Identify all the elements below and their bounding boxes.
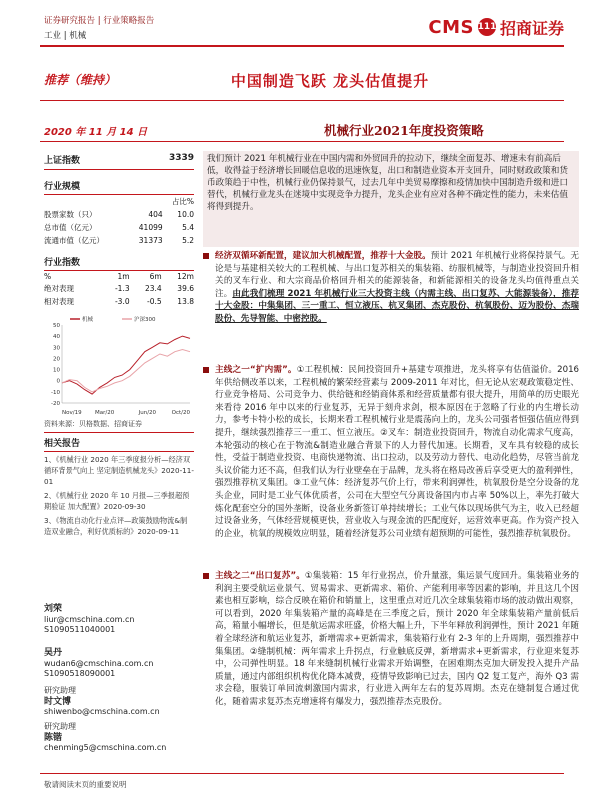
author-id: S1090518090001 (44, 669, 116, 678)
bullet-icon (203, 253, 209, 259)
cell: % (44, 272, 52, 281)
bullet-icon (203, 573, 209, 579)
x-tick-label: Mar/20 (95, 410, 115, 416)
table-row (44, 234, 194, 247)
section-1-tail: 由此我们梳理 2021 年机械行业三大投资主线（内需主线、出口复苏、大能源装备），推荐十大金股：中集集团、三一重工、恒立液压、杭叉集团、杰克股份、杭氧股份、迈为股份、杰瑞股份、先导智能、中密控股。 (215, 288, 579, 324)
cell: 39.6 (177, 284, 194, 293)
logo-mark-icon: 111 (478, 18, 496, 36)
report-date: 2020 年 11 月 14 日 (44, 127, 148, 138)
y-tick-label: 0 (56, 378, 60, 385)
author-name: 吴丹 (44, 648, 63, 658)
cell: 总市值（亿元） (44, 223, 97, 232)
cell: 流通市值（亿元） (44, 236, 104, 245)
scale-table (44, 195, 194, 247)
section-3-body: ①集装箱：15 年行业拐点，价升量涨，集运景气度回升。集装箱业务的利润主要受航运业景气、贸易需求、更新需求、箱价、产能利用率等因素的影响，并且这几个因素也相互影响，综合反映在箱价和销量上，这里重点对近几次全球集装箱市场的波动做出观察，可以看到，2020 年集装箱产量的高峰是在三季度之后，预计 2020 年全球集装箱产量前低后高，箱量小幅增长，但是航运需求旺盛，价格大幅上升，下半年释放利润弹性，预计 2021 年随着全球经济和航运业复苏，新增需求+更新需求，集装箱行业有 2-3 年的上升周期，强烈推荐中集集团。②缝制机械：两年需求上升拐点，行业触底反弹，新增需求+更新需求，行业迎来复苏中，公司弹性明显。18 年来缝制机械行业需求开始调整，在困难期杰克加大研发投入提升产品质量，通过内部组织机构优化降本减费，疫情导致影响已过去，国内 Q2 复工复产，海外 Q3 需求会稳，服装订单回流刺激国内需求，行业进入两年左右的复苏周期。杰克在缝制复合通过优化，随着需求复苏杰克增速将有爆发力，强烈推荐杰克股份。 (215, 571, 579, 707)
cell: 12m (177, 272, 194, 281)
index-label: 上证指数 (44, 156, 81, 166)
chart-source: 资料来源：贝格数据、招商证券 (44, 419, 194, 433)
author-4 (44, 722, 194, 754)
perf-title: 行业指数 (44, 255, 194, 271)
report-subtitle: 机械行业2021年度投资策略 (324, 123, 484, 138)
author-1 (44, 604, 194, 636)
y-tick-label: 40 (53, 334, 60, 341)
table-row (44, 282, 194, 295)
rating: 推荐（维持） (44, 73, 117, 87)
cell: 404 (148, 210, 163, 219)
section-2-body: ①工程机械：民间投资回升+基建专项推进，龙头将享有估值溢价。2016 年供给侧改革以来，工程机械的繁荣经营素与 2009-2011 年对比，但无论从宏观政策稳定性、行业竞争格局、公司竞争力、供给链和经销商体系和经营质量都有很大提升，用简单的历史眼光来看待 2016 年中以来的行业复苏，无异于刻舟求剑，根本原因在于忽略了行业的内生增长动力，参考卡特小松的成长，长期来看工程机械行业是震荡向上的，龙头公司强者恒强估值应得到提升，继续强烈推荐三一重工、恒立液压。②叉车：制造业投资回升，物流自动化需求气度高，本轮强动的核心在于物流&制造业融合背景下的人力替代加速。长期看，叉车具有较稳的成长性，受益于制造业投资、电商快递物流、出口拉动，以及劳动力替代、电动化趋势，尽管当前龙头议价能力还不高，但我们认为行业壁垒在于品牌，龙头将在格局改善后享受更大的盈利弹性，强烈推荐杭叉集团。③工业气体：经济复苏气价上行，带来利润弹性，杭氧股份是空分设备的龙头企业，同时是工业气体优质者，公司在大型空气分离设备国内市占率 50%以上，率先打破大炼化配套空分的国外垄断，设备业务新签订单持续增长；工业气体以现场供气为主，收入已经超过设备业务，气体经营规模更快，营业收入与现金流的匹配度好，运营效率更高。作为资产投入的企业，杭氧的规模效应明显，随着经济复苏公司业绩有超预期的可能性，强烈推荐杭氧股份。 (215, 365, 579, 539)
section-2-lead: 主线之一“扩内需”。 (215, 365, 297, 375)
cell: -0.5 (147, 297, 162, 306)
report-series: 证券研究报告 | 行业策略报告 (44, 16, 155, 26)
series-line-1 (62, 350, 190, 392)
x-tick-label: Jun/20 (138, 410, 157, 416)
cell: -3.0 (114, 297, 130, 306)
section-1-body: 预计 2021 年机械行业将保持景气。无论是与基建相关较大的工程机械、与出口复苏相关的集装箱、纺服机械等，与制造业投资回升相关的叉车行业、和大宗商品价格回升相关的能源装备，和新能源相关的设备龙头均值得重点关注。 (215, 251, 579, 299)
company-logo (428, 14, 564, 40)
section-1 (203, 250, 579, 362)
footer-rule (40, 773, 564, 774)
cell: 5.4 (182, 223, 194, 232)
cell: 5.2 (182, 236, 194, 245)
author-email[interactable]: wudan6@cmschina.com.cn (44, 658, 154, 668)
title-rule (40, 100, 564, 101)
bullet-icon (203, 367, 209, 373)
cell: 绝对表现 (44, 284, 74, 293)
author-name: 陈锴 (44, 732, 63, 743)
subtitle-rule (40, 141, 564, 142)
pct-header: 占比% (171, 197, 194, 206)
y-tick-label: -10 (51, 389, 60, 396)
index-value: 3339 (168, 153, 194, 163)
author-id: S1090511040001 (44, 625, 116, 634)
cell: -1.3 (114, 284, 130, 293)
logo-en: CMS (428, 16, 474, 38)
cell: 1m (117, 272, 130, 281)
section-1-lead: 经济双循环新配置，建议加大机械配置，推荐十大金股。 (215, 251, 431, 261)
table-row (44, 295, 194, 308)
cell: 41099 (138, 223, 163, 232)
table-row (44, 221, 194, 234)
logo-cn: 招商证券 (499, 18, 564, 38)
table-row (44, 208, 194, 221)
legend-label: 机械 (82, 317, 94, 323)
index-block (44, 153, 194, 170)
author-name: 刘荣 (44, 604, 63, 614)
section-3 (203, 570, 579, 770)
author-2 (44, 648, 194, 680)
section-3-lead: 主线之二“出口复苏”。 (215, 571, 305, 581)
author-email[interactable]: liur@cmschina.com.cn (44, 614, 135, 624)
author-3 (44, 686, 194, 718)
author-role: 研究助理 (44, 722, 76, 731)
related-reports (44, 436, 194, 537)
author-name: 时文博 (44, 696, 72, 707)
cell: 10.0 (177, 210, 194, 219)
report-industry: 工业 | 机械 (44, 31, 87, 41)
summary-box: 我们预计 2021 年机械行业在中国内需和外贸回升的拉动下，继续全面复苏、增速未有前高后低，收得益于经济增长回暖信息收的迅速恢复，出口和制造业资本开支回升，同时财政政策和货币政策趋于中性，机械行业仍保持景气，过去几年中美贸易摩擦和疫情加快中国制造升级和进口替代，机械行业龙头在迷境中实现竞争力提升，龙头企业有应对各种不确定性的能力，未来估值将得到提升。 (203, 151, 579, 247)
author-email[interactable]: shiwenbo@cmschina.com.cn (44, 707, 160, 716)
industry-performance (44, 255, 194, 308)
y-tick-label: 20 (53, 356, 60, 363)
related-item[interactable]: 1、《机械行业 2020 年三季度报分析—经济双循环背景气向上 坚定制造机械龙头》2020-11-01 (44, 455, 194, 486)
cell: 13.8 (177, 297, 194, 306)
y-tick-label: 10 (53, 367, 60, 374)
scale-title: 行业规模 (44, 179, 194, 195)
cell: 6m (149, 272, 162, 281)
related-item[interactable]: 2、《机械行业 2020 年 10 月报—三季报超预期验证 加大配置》2020-09-30 (44, 491, 190, 511)
author-role: 研究助理 (44, 686, 76, 695)
y-tick-label: 50 (53, 323, 60, 329)
author-email[interactable]: chenming5@cmschina.com.cn (44, 743, 167, 752)
performance-chart (44, 313, 194, 417)
header-rule (40, 45, 564, 47)
section-2 (203, 364, 579, 568)
x-tick-label: Oct/20 (171, 410, 190, 416)
cell: 股票家数（只） (44, 210, 97, 219)
related-item[interactable]: 3、《物流自动化行业点评—政策鼓励物流&制造双业融合，利好优质标的》2020-09-11 (44, 516, 188, 536)
series-line-0 (62, 336, 190, 394)
legend-label: 沪深300 (134, 317, 156, 323)
industry-scale (44, 179, 194, 247)
cell: 相对表现 (44, 297, 74, 306)
perf-table (44, 271, 194, 308)
cell: 31373 (138, 236, 163, 245)
cell: 23.4 (144, 284, 162, 293)
y-tick-label: -20 (51, 401, 60, 407)
page-title: 中国制造飞跃 龙头估值提升 (230, 72, 430, 90)
y-tick-label: 30 (53, 345, 60, 352)
related-title: 相关报告 (44, 436, 194, 452)
x-tick-label: Nov/19 (62, 410, 82, 416)
footer-note: 敬请阅读末页的重要说明 (44, 780, 127, 789)
